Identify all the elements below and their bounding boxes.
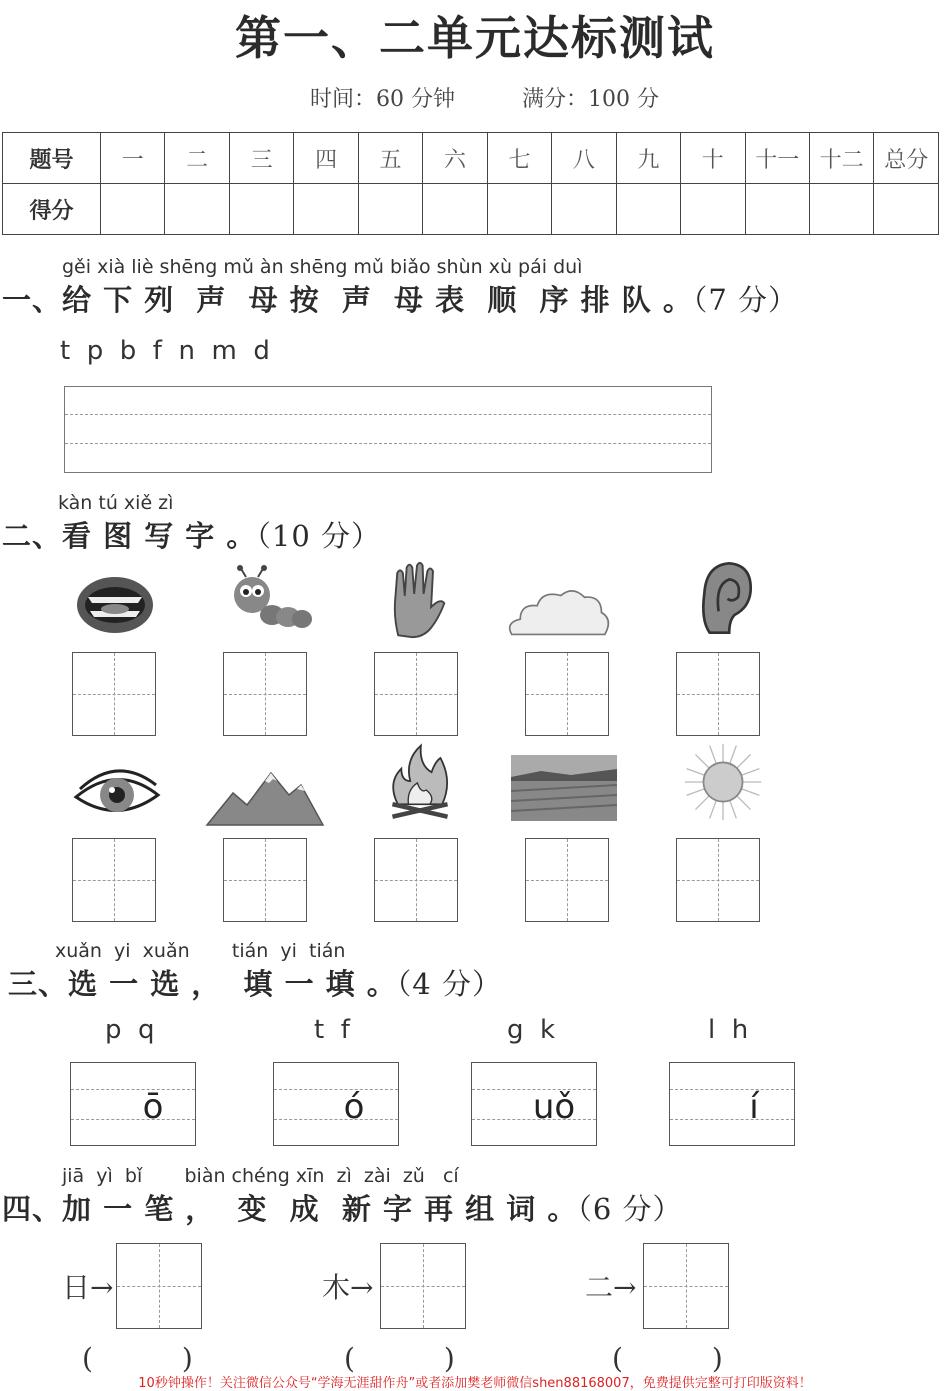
full-score-label: 满分：100 分 (522, 87, 659, 112)
eye-picture (62, 755, 172, 835)
write-grid[interactable] (380, 1243, 466, 1329)
syllable: ō (142, 1087, 164, 1127)
q2-pinyin: kàn tú xiě zì (58, 492, 174, 514)
pinyin-box[interactable] (70, 1062, 196, 1146)
score-cell[interactable] (423, 184, 487, 235)
syllable: uǒ (532, 1087, 576, 1127)
q2-title-text: 二、看 图 写 字 。 (2, 519, 257, 553)
score-col: 三 (229, 133, 293, 184)
q4-title (2, 1187, 683, 1228)
mountain-picture (205, 760, 325, 840)
write-grid[interactable] (525, 838, 609, 922)
q2-points: （10 分） (256, 519, 382, 553)
q4-pinyin: jiā yì bǐ biàn chéng xīn zì zài zǔ cí (62, 1165, 459, 1187)
guide-line (65, 443, 711, 444)
q3-pinyin: xuǎn yi xuǎn tián yi tián (55, 940, 346, 962)
write-grid[interactable] (676, 838, 760, 922)
score-cell[interactable] (294, 184, 358, 235)
score-cell[interactable] (165, 184, 229, 235)
syllable: í (749, 1087, 759, 1127)
write-grid[interactable] (116, 1243, 202, 1329)
score-cell[interactable] (745, 184, 809, 235)
q1-points: （7 分） (692, 283, 799, 317)
score-col: 一 (101, 133, 165, 184)
guide-line (65, 414, 711, 415)
footer-note: 10秒钟操作！关注微信公众号“学海无涯甜作舟”或者添加樊老师微信shen88168007，免费提供完整可打印版资料！ (138, 1376, 812, 1391)
score-cell[interactable] (487, 184, 551, 235)
fire-picture (365, 742, 475, 822)
score-cell[interactable] (229, 184, 293, 235)
page-title: 第一、二单元达标测试 (235, 11, 715, 65)
pinyin-box[interactable] (669, 1062, 795, 1146)
hand-picture (362, 560, 472, 640)
field-picture (511, 755, 617, 821)
write-grid[interactable] (374, 838, 458, 922)
q3-choices-3: g k (507, 1015, 556, 1045)
score-table (2, 132, 939, 235)
sun-picture (668, 742, 778, 822)
q1-answer-box[interactable] (64, 386, 712, 473)
score-table-score-row (3, 184, 939, 235)
score-col: 七 (487, 133, 551, 184)
write-grid[interactable] (643, 1243, 729, 1329)
word-answer-paren[interactable]: ( ) (612, 1342, 723, 1375)
write-grid[interactable] (676, 652, 760, 736)
score-table-header-row (3, 133, 939, 184)
score-col: 四 (294, 133, 358, 184)
syllable: ó (343, 1087, 365, 1127)
q3-title (8, 962, 502, 1003)
score-cell[interactable] (101, 184, 165, 235)
score-col: 九 (616, 133, 680, 184)
score-cell[interactable] (358, 184, 422, 235)
q4-points: （6 分） (577, 1192, 683, 1226)
q1-title-text: 一、给 下 列 声 母 按 声 母 表 顺 序 排 队 。 (2, 283, 693, 317)
ear-picture (668, 558, 778, 638)
write-grid[interactable] (374, 652, 458, 736)
q3-choices-4: l h (708, 1015, 749, 1045)
score-cell[interactable] (874, 184, 939, 235)
score-col: 十二 (809, 133, 873, 184)
q4-char-3: 二→ (585, 1271, 637, 1304)
q4-title-text: 四、加 一 笔 ， 变 成 新 字 再 组 词 。 (2, 1192, 578, 1226)
write-grid[interactable] (72, 838, 156, 922)
q2-title (2, 514, 381, 555)
word-answer-paren[interactable]: ( ) (82, 1342, 193, 1375)
q3-title-text: 三、选 一 选 ， 填 一 填 。 (8, 967, 397, 1001)
q3-choices-2: t f (314, 1015, 350, 1045)
write-grid[interactable] (72, 652, 156, 736)
write-grid[interactable] (525, 652, 609, 736)
score-cell[interactable] (681, 184, 745, 235)
cloud-picture (505, 575, 615, 655)
score-cell[interactable] (809, 184, 873, 235)
score-col: 十 (681, 133, 745, 184)
score-col: 五 (358, 133, 422, 184)
score-col: 总分 (874, 133, 939, 184)
q3-choices-1: p q (105, 1015, 155, 1045)
score-col: 十一 (745, 133, 809, 184)
score-table-head-score: 得分 (3, 184, 101, 235)
q1-title (2, 278, 798, 319)
score-cell[interactable] (552, 184, 616, 235)
word-answer-paren[interactable]: ( ) (344, 1342, 455, 1375)
score-col: 二 (165, 133, 229, 184)
q4-char-2: 木→ (322, 1271, 374, 1304)
write-grid[interactable] (223, 652, 307, 736)
mouth-picture (60, 565, 170, 645)
score-table-head-number: 题号 (3, 133, 101, 184)
q1-letters: t p b f n m d (60, 336, 270, 366)
pinyin-box[interactable] (273, 1062, 399, 1146)
score-cell[interactable] (616, 184, 680, 235)
q4-char-1: 日→ (62, 1271, 114, 1304)
pinyin-box[interactable] (471, 1062, 597, 1146)
insect-picture (212, 565, 322, 645)
score-col: 八 (552, 133, 616, 184)
time-label: 时间：60 分钟 (310, 87, 455, 112)
q3-points: （4 分） (396, 967, 502, 1001)
q1-pinyin: gěi xià liè shēng mǔ àn shēng mǔ biǎo shùn xù pái duì (62, 256, 583, 278)
write-grid[interactable] (223, 838, 307, 922)
score-col: 六 (423, 133, 487, 184)
